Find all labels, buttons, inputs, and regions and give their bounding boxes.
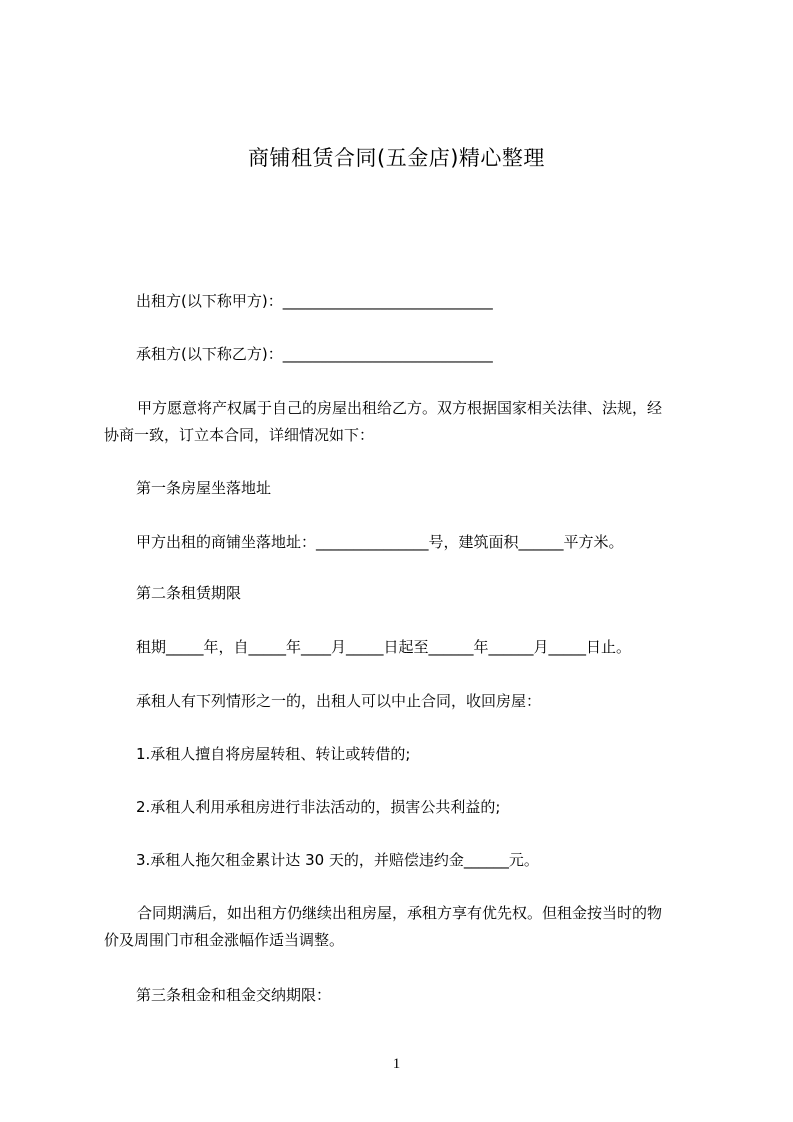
- termination-item-1: 1.承租人擅自将房屋转租、转让或转借的;: [136, 745, 411, 763]
- document-title: 商铺租赁合同(五金店)精心整理: [248, 146, 545, 170]
- article-1-text: 甲方出租的商铺坐落地址：_______________号，建筑面积______平方米。: [136, 533, 624, 551]
- renewal-paragraph: [104, 900, 704, 954]
- intro-paragraph: [104, 395, 704, 449]
- termination-item-3: 3.承租人拖欠租金累计达 30 天的，并赔偿违约金______元。: [136, 851, 539, 869]
- page-number: 1: [392, 1056, 401, 1072]
- party-b-line: 承租方(以下称乙方)：____________________________: [136, 345, 493, 363]
- party-a-line: 出租方(以下称甲方)：____________________________: [136, 292, 493, 310]
- article-2-heading: 第二条租赁期限: [136, 584, 242, 602]
- article-1-heading: 第一条房屋坐落地址: [136, 479, 272, 497]
- renewal-line-2: 价及周围门市租金涨幅作适当调整。: [104, 931, 345, 949]
- termination-item-2: 2.承租人利用承租房进行非法活动的，损害公共利益的;: [136, 798, 501, 816]
- termination-intro: 承租人有下列情形之一的，出租人可以中止合同，收回房屋：: [136, 692, 542, 710]
- renewal-line-1: 合同期满后，如出租方仍继续出租房屋，承租方享有优先权。但租金按当时的物: [137, 904, 663, 922]
- intro-line-1: 甲方愿意将产权属于自己的房屋出租给乙方。双方根据国家相关法律、法规，经: [137, 399, 663, 417]
- article-2-term: 租期_____年，自_____年____月_____日起至______年______月_____日止。: [136, 638, 632, 656]
- intro-line-2: 协商一致，订立本合同，详细情况如下：: [104, 426, 375, 444]
- article-3-heading: 第三条租金和租金交纳期限：: [136, 986, 332, 1004]
